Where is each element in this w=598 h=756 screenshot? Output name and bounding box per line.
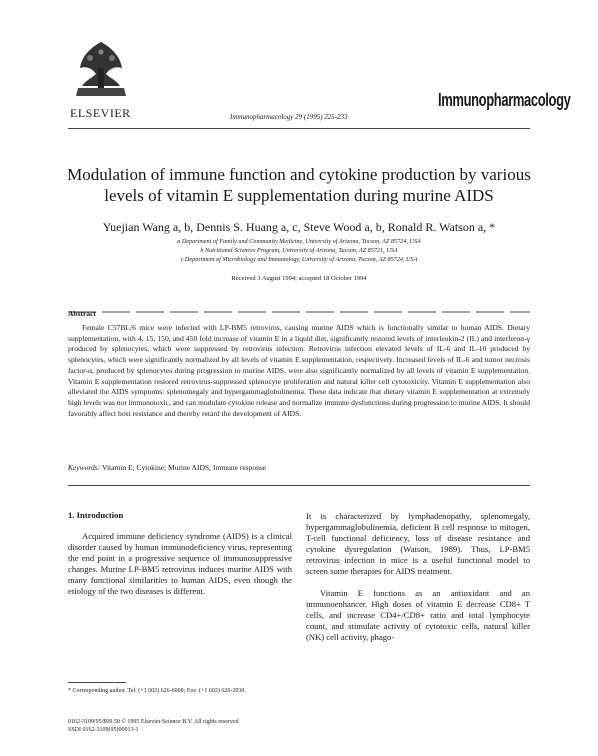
article-title: [60, 164, 538, 206]
abstract-rule: [68, 300, 530, 302]
keywords-label: Keywords:: [68, 463, 101, 472]
affiliation-b: b Nutritional Sciences Program, University of Arizona, Tucson, AZ 85721, USA: [200, 247, 398, 254]
issn-line-2: SSDI 0162-3109(95)00013-1: [68, 727, 139, 733]
keywords-line: [68, 463, 530, 472]
intro-paragraph-2: It is characterized by lymphadenopathy, splenomegaly, hypergammaglobulinemia, deficient B cell response to mitogen, T-cell functional deficiency, loss of disease resistance and cytokine dysregulation (Watson, 1989). Thus, LP-BM5 retrovirus infection in mice is a useful functional model to screen some therapies for AIDS treatment.: [306, 511, 530, 576]
corresponding-author-note: * Corresponding author. Tel: (+1 602) 626-6008; Fax: (+1 602) 626-2030.: [68, 688, 246, 694]
footnote-rule: [68, 682, 126, 683]
right-column: [306, 511, 530, 643]
journal-name: Immunopharmacology: [438, 90, 571, 110]
section-rule: [68, 485, 530, 486]
left-column: [68, 510, 292, 597]
author-list: Yuejian Wang a, b, Dennis S. Huang a, c, Steve Wood a, b, Ronald R. Watson a, *: [102, 220, 496, 234]
journal-citation: Immunopharmacology 29 (1995) 225-233: [230, 113, 348, 121]
affiliation-c: c Department of Microbiology and Immunology, University of Arizona, Tucson, AZ 85724, USA: [180, 256, 418, 263]
title-line-2: levels of vitamin E supplementation during murine AIDS: [104, 186, 494, 205]
issn-line-1: 0162-3109/95/$09.50 © 1995 Elsevier Science B.V. All rights reserved: [68, 719, 239, 725]
intro-paragraph-3: Vitamin E functions as an antioxidant and an immunoenhancer. High doses of vitamin E decrease CD8+ T cells, and increase CD4+/CD8+ ratio and total lymphocyte count, and stimulate activity of cytotoxic cells, natural killer (NK) cell activity, phago-: [306, 588, 530, 642]
header-rule: [68, 128, 530, 129]
intro-paragraph-1: Acquired immune deficiency syndrome (AIDS) is a clinical disorder caused by human immunodeficiency virus, representing the end point in a progressive sequence of immunosuppressive changes. Murine LP-BM5 retrovirus induces murine AIDS with many functional similarities to human AIDS, even though the etiology of the two diseases is different.: [68, 531, 292, 596]
affiliation-a: a Department of Family and Community Medicine, University of Arizona, Tucson, AZ 85724, USA: [177, 238, 421, 245]
abstract-heading: Abstract: [68, 309, 96, 318]
elsevier-logo: [72, 38, 130, 100]
title-line-1: Modulation of immune function and cytokine production by various: [67, 165, 531, 184]
issn-block: [68, 718, 292, 734]
publisher-name: ELSEVIER: [70, 106, 131, 120]
keywords-list: Vitamin E; Cytokine; Murine AIDS; Immune response: [101, 463, 267, 472]
section-heading: 1. Introduction: [68, 510, 124, 520]
abstract-text: Female C57BL/6 mice were infected with LP-BM5 retrovirus, causing murine AIDS which is functionally similar to human AIDS. Dietary supplementation, with 4, 15, 150, and 450 fold increase of vitamin E in a liquid diet, significantly restored levels of interleukin-2 (IL) and interferon-γ produced by splenocytes, which were suppressed by retrovirus infection. Retrovirus infection elevated levels of IL-6 and IL-10 produced by splenocytes, which were significantly normalized by all levels of vitamin E supplementation, respectively. Increased levels of IL-6 and tumor necrosis factor-α, produced by splenocytes during progression to murine AIDS, were also significantly normalized by all levels of vitamin E supplementation. Vitamin E supplementation restored retrovirus-suppressed splenocyte proliferation and natural killer cell cytotoxicity. Vitamin E supplementation also alleviated the AIDS symptoms: splenomegaly and hypergammaglobulinemia. These data indicate that dietary vitamin E supplementation at extremely high levels was not immunotoxic, and can modulate cytokine release and normalize immune dysfunctions during progression to murine AIDS. It should favorably affect host resistance and thereby retard the development of AIDS.: [68, 323, 530, 418]
received-dates: Received 3 August 1994; accepted 18 October 1994: [231, 275, 367, 282]
